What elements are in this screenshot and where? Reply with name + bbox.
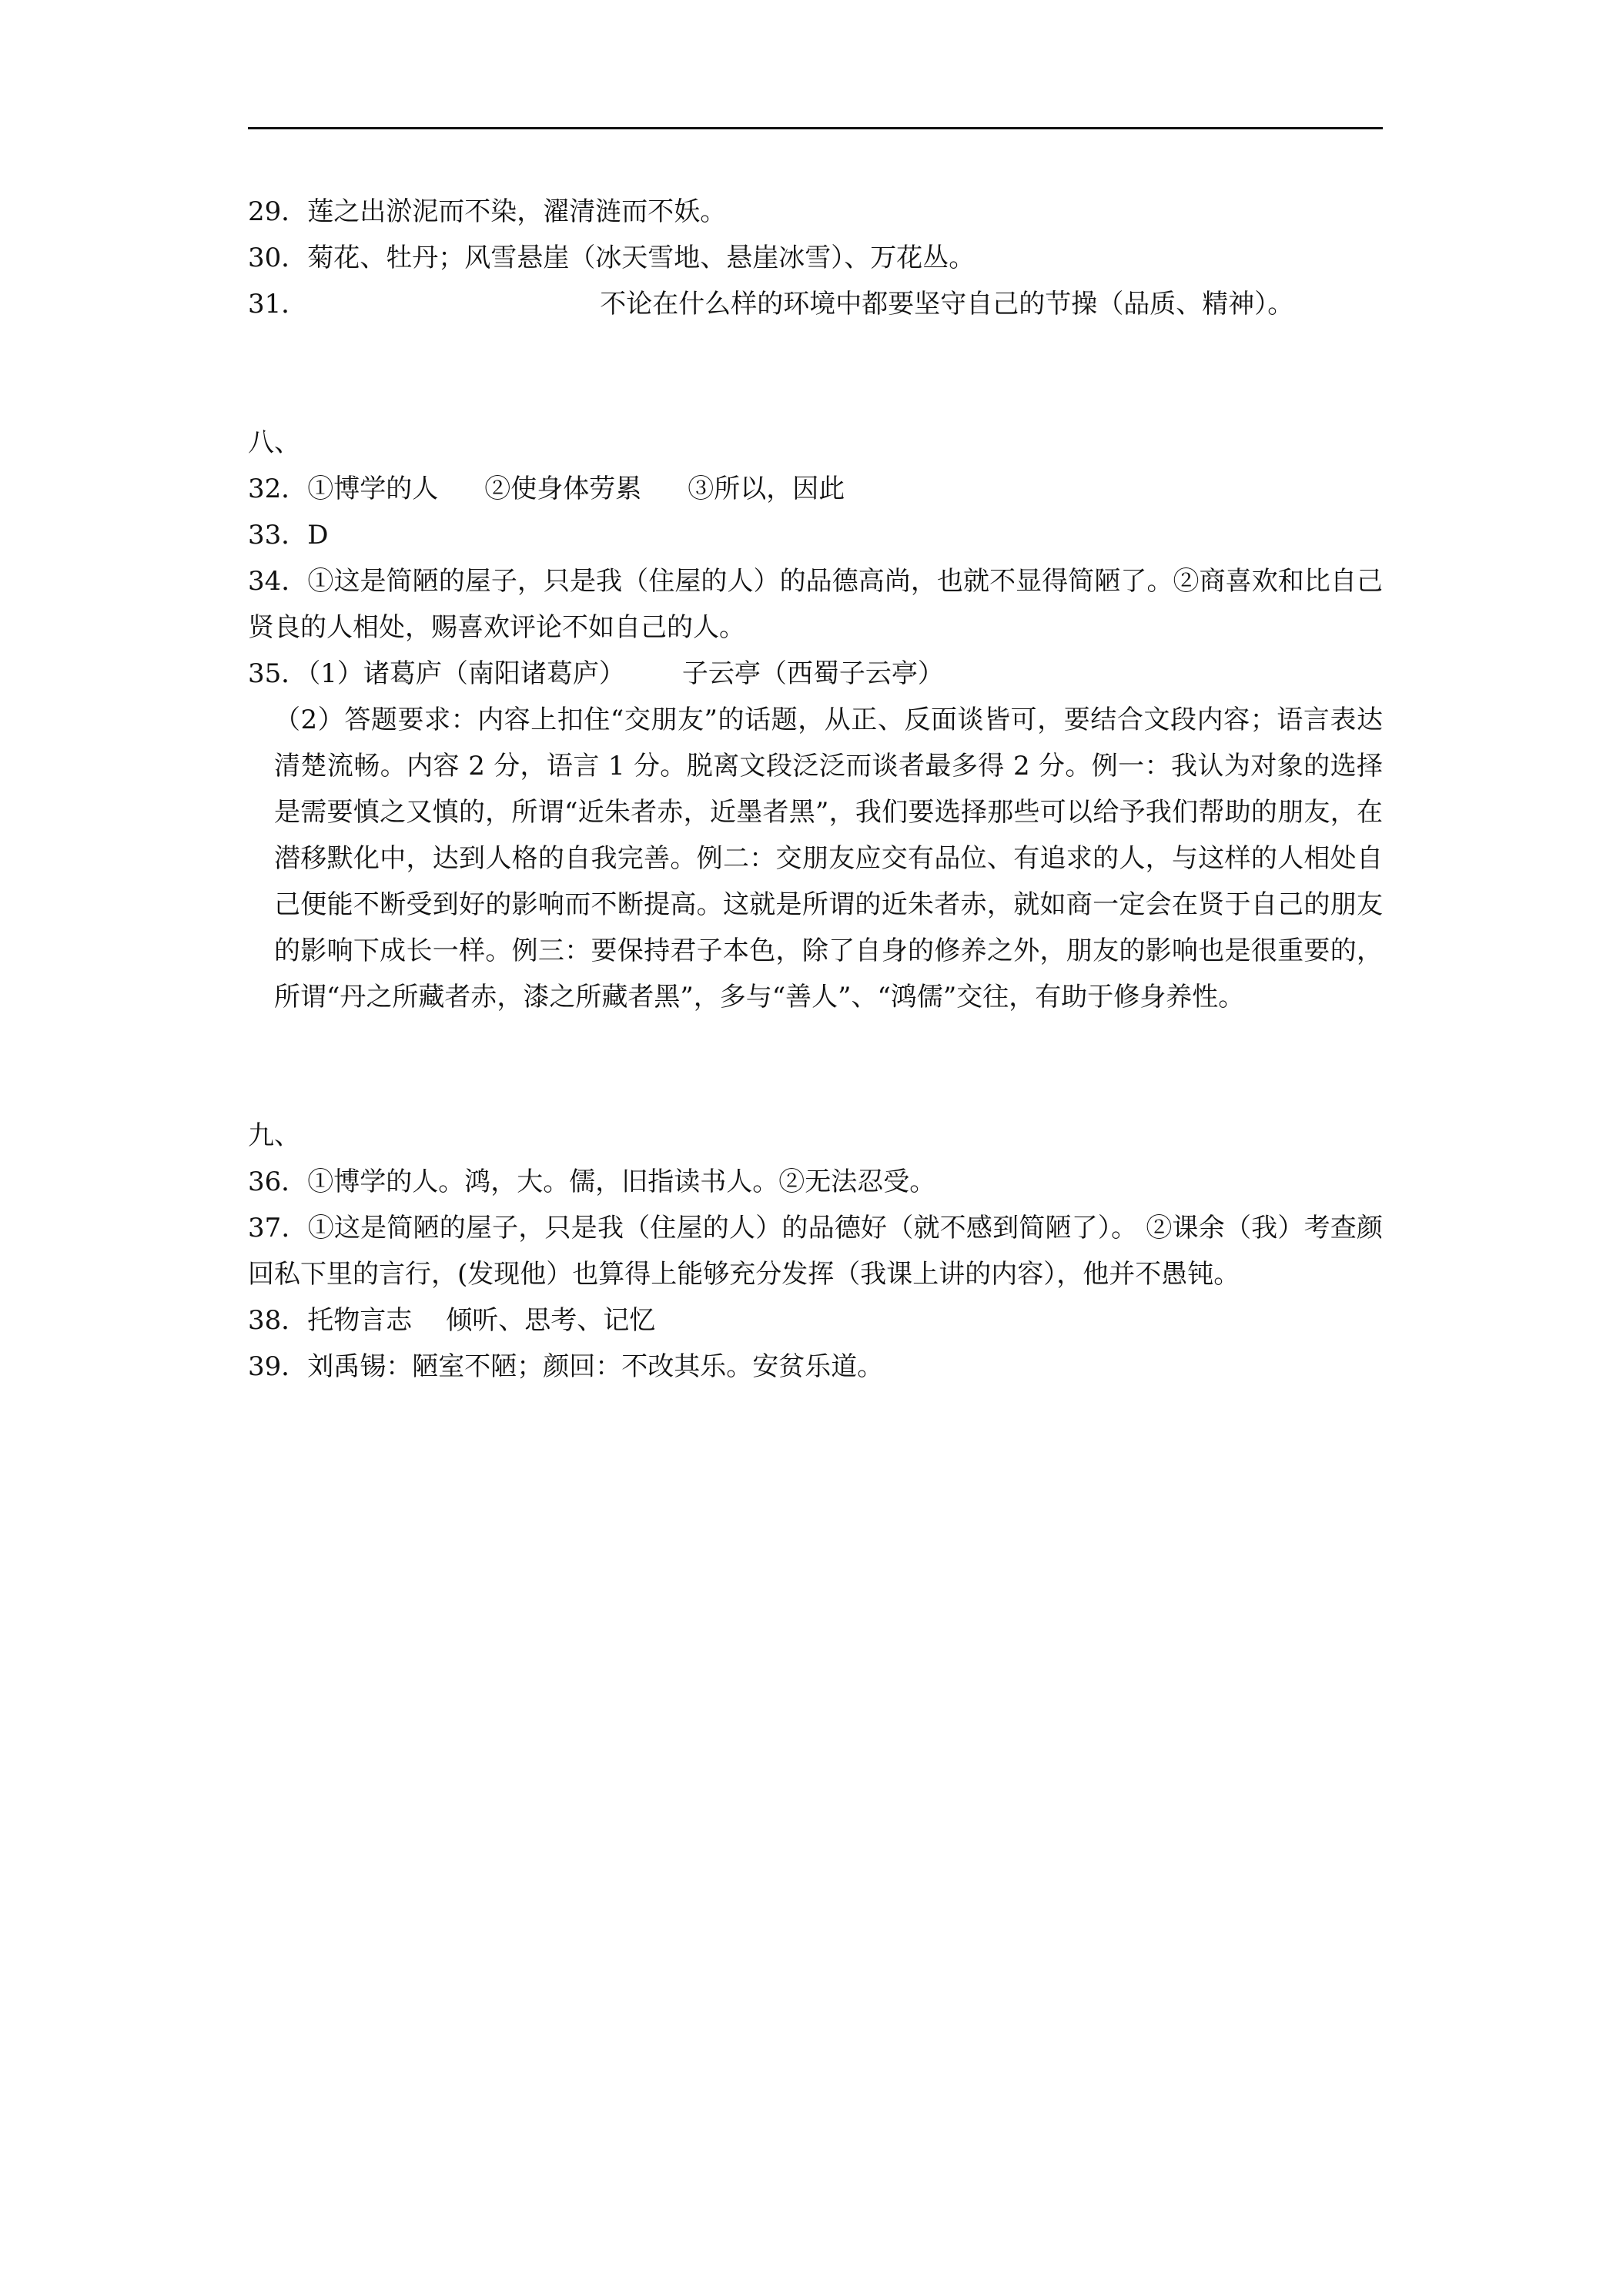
answer-part-c: ③所以，因此 xyxy=(688,474,845,504)
answer-32 xyxy=(248,466,1383,512)
answer-37 xyxy=(248,1205,1383,1297)
answer-text: D xyxy=(307,520,329,551)
answer-text: ①博学的人。鸿，大。儒，旧指读书人。②无法忍受。 xyxy=(307,1166,936,1197)
answer-33 xyxy=(248,512,1383,558)
item-number: 30． xyxy=(248,243,308,273)
header-rule xyxy=(248,127,1383,129)
item-number: 38． xyxy=(248,1305,308,1336)
answer-text: 菊花、牡丹；风雪悬崖（冰天雪地、悬崖冰雪）、万花丛。 xyxy=(307,243,975,273)
answer-part-1b: 子云亭（西蜀子云亭） xyxy=(681,658,944,689)
item-number: 34． xyxy=(248,566,308,597)
answer-34 xyxy=(248,558,1383,651)
answer-part-1a: （1）诸葛庐（南阳诸葛庐） xyxy=(307,658,625,689)
item-number: 29． xyxy=(248,196,308,227)
answer-part-a: 托物言志 xyxy=(307,1305,413,1336)
item-number: 37． xyxy=(248,1213,308,1243)
answer-part-a: ①博学的人 xyxy=(307,474,439,504)
answer-38 xyxy=(248,1297,1383,1344)
answer-text: 莲之出淤泥而不染，濯清涟而不妖。 xyxy=(307,196,727,227)
answer-29 xyxy=(248,189,1383,235)
section-heading-8: 八、 xyxy=(248,427,300,458)
answer-31 xyxy=(248,281,1383,327)
answer-text: 刘禹锡：陋室不陋；颜回：不改其乐。安贫乐道。 xyxy=(307,1351,884,1382)
item-number: 39． xyxy=(248,1351,308,1382)
answer-39 xyxy=(248,1344,1383,1390)
item-number: 35． xyxy=(248,658,308,689)
item-number: 32． xyxy=(248,474,308,504)
item-number: 31． xyxy=(248,289,308,320)
answer-36 xyxy=(248,1159,1383,1205)
item-number: 33． xyxy=(248,520,308,551)
answer-part-b: ②使身体劳累 xyxy=(484,474,642,504)
item-number: 36． xyxy=(248,1166,308,1197)
answer-text: ①这是简陋的屋子，只是我（住屋的人）的品德好（就不感到简陋了）。 ②课余（我）考查颜回私下里的言行，(发现他）也算得上能够充分发挥（我课上讲的内容），他并不愚钝。 xyxy=(248,1213,1383,1290)
answer-30 xyxy=(248,235,1383,281)
answer-part-b: 倾听、思考、记忆 xyxy=(446,1305,656,1336)
answer-35-part-2: （2）答题要求：内容上扣住“交朋友”的话题，从正、反面谈皆可，要结合文段内容；语言表达清楚流畅。内容 2 分，语言 1 分。脱离文段泛泛而谈者最多得 2 分。例一：我认为对象的选择是需要慎之又慎的，所谓“近朱者赤，近墨者黑”，我们要选择那些可以给予我们帮助的朋友，在潜移默化中，达到人格的自我完善。例二：交朋友应交有品位、有追求的人，与这样的人相处自己便能不断受到好的影响而不断提高。这就是所谓的近朱者赤，就如商一定会在贤于自己的朋友的影响下成长一样。例三：要保持君子本色，除了自身的修养之外，朋友的影响也是很重要的，所谓“丹之所藏者赤，漆之所藏者黑”，多与“善人”、“鸿儒”交往，有助于修身养性。 xyxy=(274,705,1383,1012)
section-heading-9: 九、 xyxy=(248,1120,300,1151)
answer-document xyxy=(248,189,1383,1390)
answer-text: 不论在什么样的环境中都要坚守自己的节操（品质、精神）。 xyxy=(600,289,1294,320)
answer-35 xyxy=(248,651,1383,697)
answer-text: ①这是简陋的屋子，只是我（住屋的人）的品德高尚，也就不显得简陋了。②商喜欢和比自己贤良的人相处，赐喜欢评论不如自己的人。 xyxy=(248,566,1384,643)
